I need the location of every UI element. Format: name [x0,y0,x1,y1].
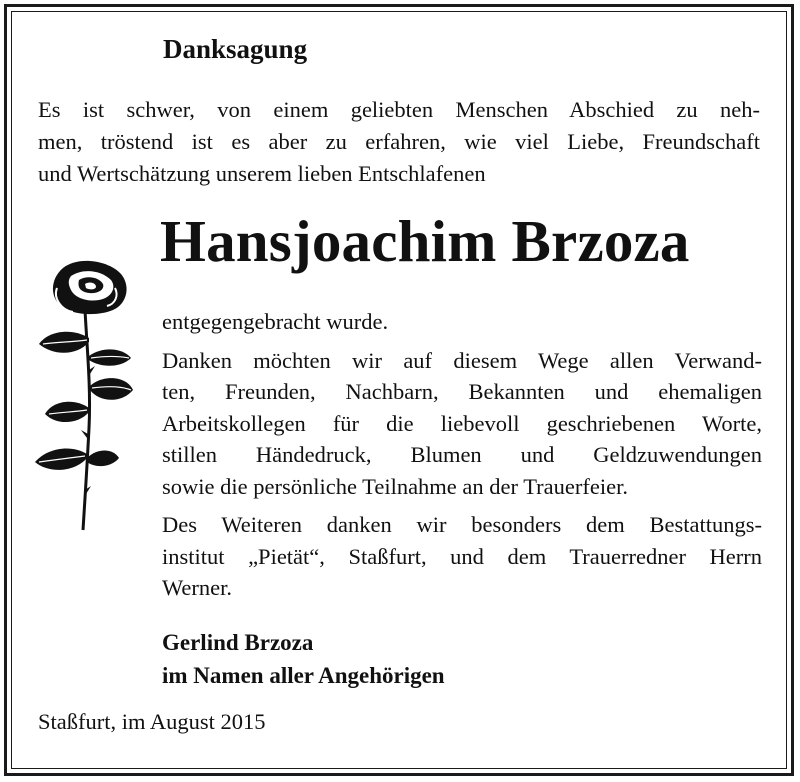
intro-line: men, tröstend ist es aber zu erfahren, wie viel Liebe, Freundschaft [38,129,760,154]
place-date: Staßfurt, im August 2015 [38,709,266,734]
body-line: Des Weiteren danken wir besonders dem Bestattungs- [162,512,762,537]
body-line: sowie die persönliche Teilnahme an der Trauerfeier. [162,473,628,499]
signature-name: Gerlind Brzoza [162,630,314,655]
body-line: institut „Pietät“, Staßfurt, und dem Trauerredner Herrn [162,543,762,569]
heading: Danksagung [163,34,308,64]
body-line: stillen Händedruck, Blumen und Geldzuwendungen [162,442,762,467]
paragraph [162,509,762,604]
body-line: ten, Freunden, Nachbarn, Bekannten und ehemaligen [162,379,762,404]
signature-block [162,626,445,692]
body-line: entgegengebracht wurde. [162,309,389,334]
paragraph [162,306,762,338]
body-line: Arbeitskollegen für die liebevoll geschriebenen Worte, [162,410,762,436]
intro-text [38,94,760,190]
body-text [162,306,762,611]
deceased-name: Hansjoachim Brzoza [160,208,690,274]
rose-icon [33,258,133,533]
paragraph [162,345,762,503]
signature-relation: im Namen aller Angehörigen [162,663,445,688]
intro-line: und Wertschätzung unserem lieben Entschlafenen [38,161,486,186]
intro-line: Es ist schwer, von einem geliebten Menschen Abschied zu neh- [38,97,760,122]
body-line: Danken möchten wir auf diesem Wege allen Verwand- [162,347,762,373]
body-line: Werner. [162,575,233,600]
